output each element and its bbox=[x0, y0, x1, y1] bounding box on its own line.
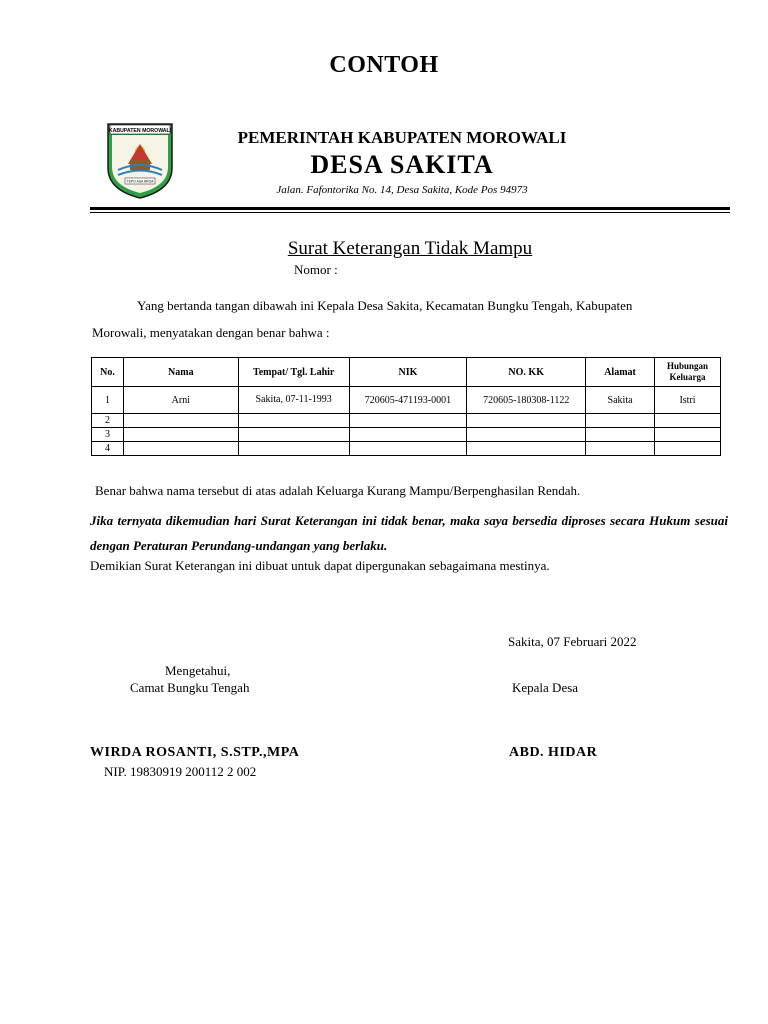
place-date: Sakita, 07 Februari 2022 bbox=[508, 634, 637, 649]
table-cell bbox=[123, 428, 238, 442]
letterhead-divider-thick bbox=[90, 207, 730, 210]
village-name: DESA SAKITA bbox=[310, 150, 494, 179]
column-header: No. bbox=[92, 358, 124, 387]
logo-text-top: KABUPATEN MOROWALI bbox=[108, 128, 172, 134]
table-cell bbox=[467, 442, 586, 456]
table-row bbox=[92, 387, 721, 414]
table-cell: 4 bbox=[92, 442, 124, 456]
table-row bbox=[92, 414, 721, 428]
family-members-table bbox=[91, 357, 721, 456]
table-row bbox=[92, 442, 721, 456]
left-signatory-name: WIRDA ROSANTI, S.STP.,MPA bbox=[90, 745, 300, 760]
column-header: Hubungan Keluarga bbox=[655, 358, 721, 387]
intro-line-2: Morowali, menyatakan dengan benar bahwa : bbox=[92, 325, 330, 340]
intro-paragraph bbox=[92, 292, 728, 346]
table-cell: 720605-180308-1122 bbox=[467, 387, 586, 414]
table-cell: 3 bbox=[92, 428, 124, 442]
table-cell bbox=[349, 428, 467, 442]
table-cell bbox=[655, 414, 721, 428]
table-cell: Istri bbox=[655, 387, 721, 414]
column-header: Tempat/ Tgl. Lahir bbox=[238, 358, 349, 387]
table-cell bbox=[655, 442, 721, 456]
page-heading: CONTOH bbox=[329, 52, 439, 78]
column-header: Nama bbox=[123, 358, 238, 387]
table-cell: Sakita, 07-11-1993 bbox=[238, 387, 349, 414]
table-header-row bbox=[92, 358, 721, 387]
table-cell bbox=[586, 414, 655, 428]
table-cell: 1 bbox=[92, 387, 124, 414]
table-cell bbox=[238, 428, 349, 442]
government-name: PEMERINTAH KABUPATEN MOROWALI bbox=[237, 128, 567, 147]
table-cell bbox=[467, 414, 586, 428]
left-signatory-title: Camat Bungku Tengah bbox=[130, 680, 250, 695]
table-cell bbox=[586, 442, 655, 456]
table-cell bbox=[123, 414, 238, 428]
letter-number: Nomor : bbox=[294, 262, 338, 277]
column-header: NIK bbox=[349, 358, 467, 387]
table-cell bbox=[123, 442, 238, 456]
table-cell: 2 bbox=[92, 414, 124, 428]
statement-closing: Demikian Surat Keterangan ini dibuat untuk dapat dipergunakan sebagaimana mestinya. bbox=[90, 558, 550, 573]
letter-title: Surat Keterangan Tidak Mampu bbox=[287, 238, 533, 259]
regency-logo bbox=[106, 120, 174, 200]
table-cell bbox=[238, 442, 349, 456]
table-cell bbox=[655, 428, 721, 442]
table-cell bbox=[349, 414, 467, 428]
village-address: Jalan. Fafontorika No. 14, Desa Sakita, Kode Pos 94973 bbox=[276, 184, 528, 196]
table-cell: Sakita bbox=[586, 387, 655, 414]
table-cell bbox=[586, 428, 655, 442]
letterhead-divider-thin bbox=[90, 212, 730, 213]
table-cell: Arni bbox=[123, 387, 238, 414]
right-signatory-title: Kepala Desa bbox=[512, 680, 579, 695]
table-cell bbox=[467, 428, 586, 442]
statement-poor-family: Benar bahwa nama tersebut di atas adalah Keluarga Kurang Mampu/Berpenghasilan Rendah. bbox=[95, 483, 581, 498]
statement-legal-liability: Jika ternyata dikemudian hari Surat Keterangan ini tidak benar, maka saya bersedia diproses secara Hukum sesuai dengan Peraturan Perundang-undangan yang berlaku. bbox=[90, 513, 728, 553]
logo-text-bottom: TEPO ASA AROA bbox=[126, 179, 154, 184]
table-cell bbox=[349, 442, 467, 456]
table-cell bbox=[238, 414, 349, 428]
intro-line-1: Yang bertanda tangan dibawah ini Kepala Desa Sakita, Kecamatan Bungku Tengah, Kabupaten bbox=[137, 298, 633, 313]
column-header: Alamat bbox=[586, 358, 655, 387]
left-signatory-nip: NIP. 19830919 200112 2 002 bbox=[104, 764, 257, 779]
column-header: NO. KK bbox=[467, 358, 586, 387]
table-cell: 720605-471193-0001 bbox=[349, 387, 467, 414]
right-signatory-name: ABD. HIDAR bbox=[509, 745, 598, 760]
acknowledged-label: Mengetahui, bbox=[165, 663, 231, 678]
table-row bbox=[92, 428, 721, 442]
